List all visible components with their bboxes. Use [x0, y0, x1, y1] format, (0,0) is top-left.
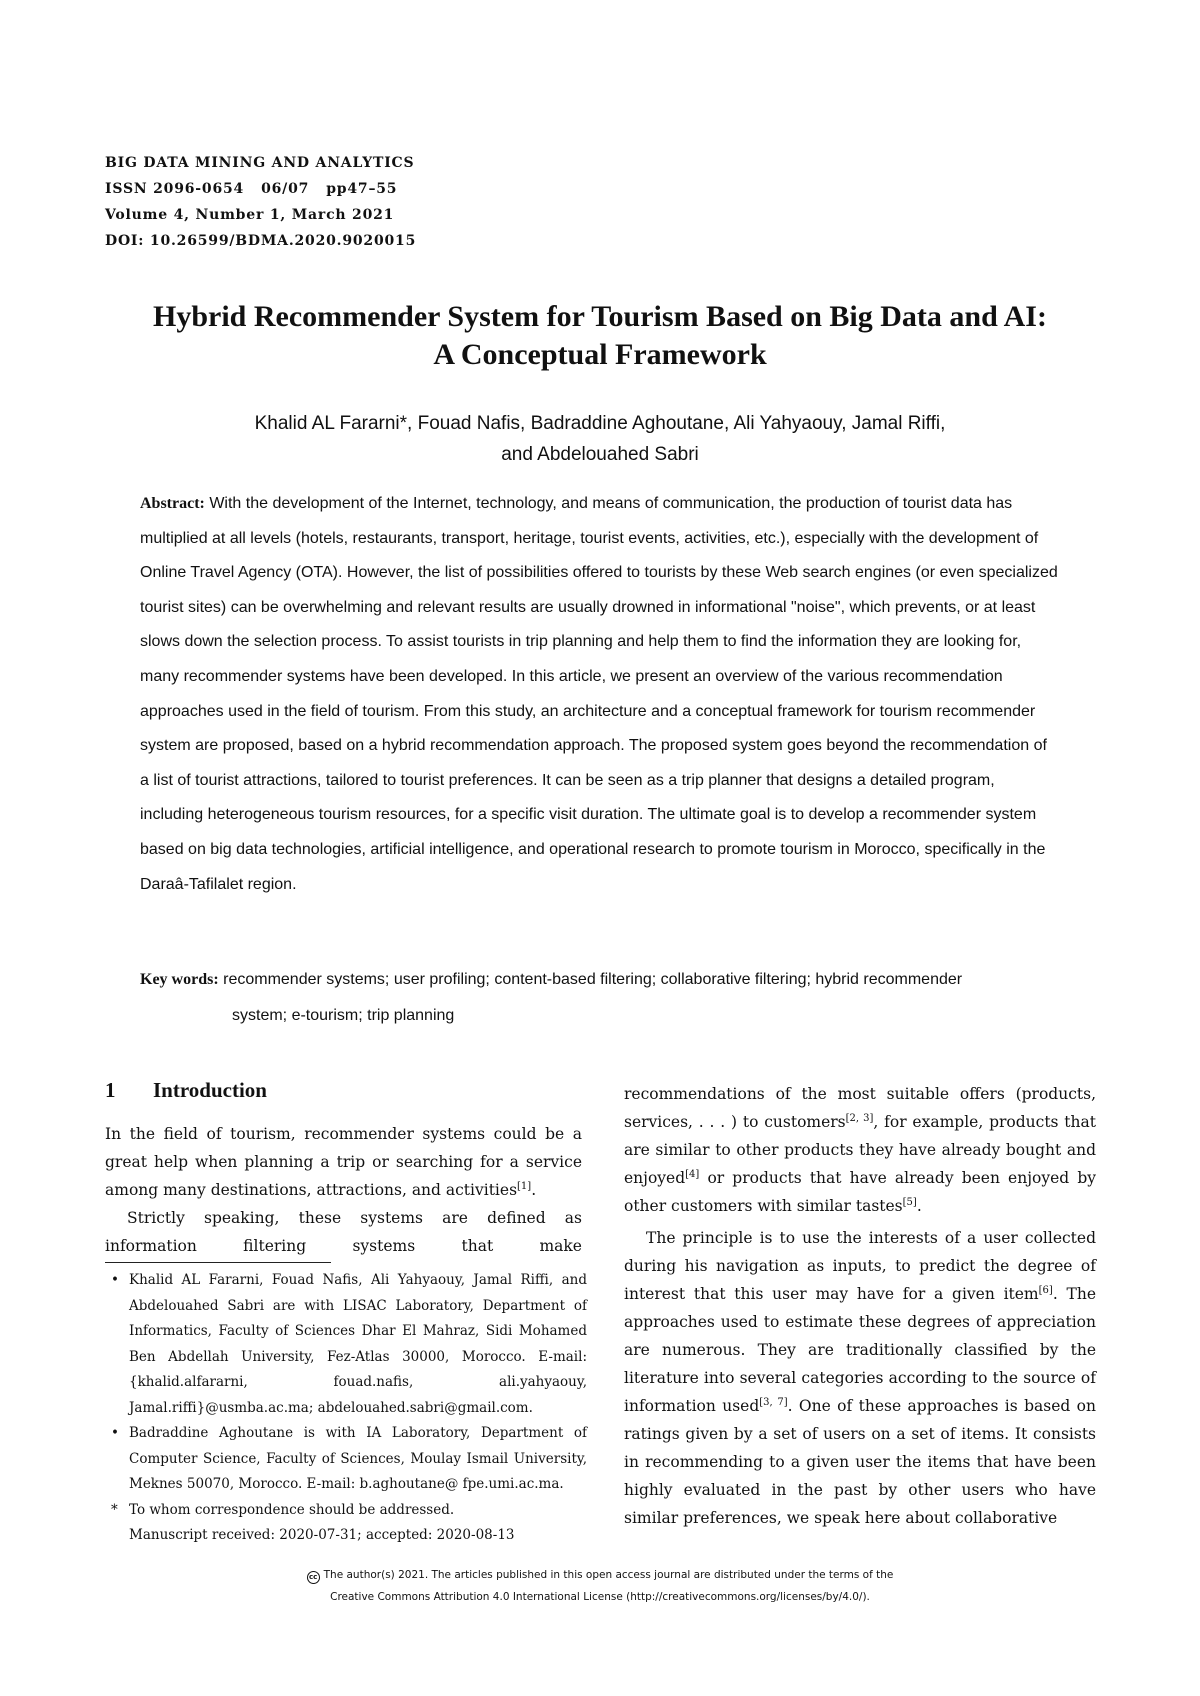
paragraph-text: or products that have already been enjoyed by other customers with similar tastes: [624, 1169, 1096, 1215]
bullet-icon: •: [111, 1272, 119, 1288]
footnote-correspondence: [105, 1498, 587, 1524]
footnotes: [105, 1268, 587, 1549]
footnote-rule: [105, 1262, 331, 1263]
keywords-label: Key words:: [140, 971, 219, 988]
asterisk-icon: *: [111, 1501, 118, 1518]
bullet-icon: •: [111, 1425, 119, 1441]
paragraph-text: , for example, products that are similar to other products they have already bought and enjoyed: [624, 1113, 1096, 1187]
paper-title: [80, 298, 1120, 374]
section-number: 1: [105, 1078, 116, 1102]
license-line-2: Creative Commons Attribution 4.0 International License (http://creativecommons.org/licenses/by/4.0/).: [330, 1591, 870, 1603]
paragraph-text: recommendations of the most suitable offers (products, services, . . . ) to customers: [624, 1085, 1096, 1131]
paragraph: [624, 1224, 1096, 1532]
paragraph-text: .: [916, 1197, 922, 1215]
title-line-1: Hybrid Recommender System for Tourism Based on Big Data and AI:: [153, 300, 1047, 333]
left-column: [105, 1120, 582, 1260]
footnote-text: Badraddine Aghoutane is with IA Laboratory, Department of Computer Science, Faculty of Sciences, Moulay Ismail University, Meknes 50070, Morocco. E-mail: b.aghoutane@ fpe.umi.ac.ma.: [129, 1425, 587, 1492]
section-heading: [105, 1078, 267, 1103]
authors-line-2: and Abdelouahed Sabri: [501, 444, 699, 465]
keywords-line-2: system; e-tourism; trip planning: [232, 1007, 455, 1024]
citation: [4]: [685, 1169, 700, 1180]
manuscript-dates: Manuscript received: 2020-07-31; accepted: 2020-08-13: [129, 1527, 515, 1543]
footnote-affiliation-1: [105, 1268, 587, 1421]
citation: [6]: [1038, 1285, 1053, 1296]
title-line-2: A Conceptual Framework: [433, 338, 767, 371]
license-notice: [200, 1564, 1000, 1608]
journal-issn: ISSN 2096-0654 06/07 pp47–55: [105, 181, 398, 197]
journal-volume: Volume 4, Number 1, March 2021: [105, 207, 395, 223]
paragraph: [105, 1204, 582, 1260]
license-line-1: The author(s) 2021. The articles published in this open access journal are distributed under the terms of the: [323, 1569, 894, 1581]
abstract: [140, 487, 1060, 902]
paragraph: [105, 1120, 582, 1204]
copyright-icon: cc: [307, 1571, 320, 1584]
citation: [5]: [902, 1197, 917, 1208]
journal-doi: DOI: 10.26599/BDMA.2020.9020015: [105, 233, 417, 249]
footnote-text: Khalid AL Fararni, Fouad Nafis, Ali Yahyaouy, Jamal Riffi, and Abdelouahed Sabri are with LISAC Laboratory, Department of Informatics, Faculty of Sciences Dhar El Mahraz, Sidi Mohamed Ben Abdellah University, Fez-Atlas 30000, Morocco. E-mail: {khalid.alfararni, fouad.nafis, ali.yahyaouy, Jamal.riffi}@usmba.ac.ma; abdelouahed.sabri@gmail.com.: [129, 1272, 587, 1416]
paragraph-text: Strictly speaking, these systems are defined as information filtering systems that make: [105, 1209, 582, 1255]
footnote-affiliation-2: [105, 1421, 587, 1498]
right-column: [624, 1080, 1096, 1532]
paragraph-text: In the field of tourism, recommender systems could be a great help when planning a trip or searching for a service among many destinations, attractions, and activities: [105, 1125, 582, 1199]
journal-header: [105, 150, 525, 254]
paragraph: [624, 1080, 1096, 1220]
abstract-label: Abstract:: [140, 495, 205, 512]
journal-name: BIG DATA MINING AND ANALYTICS: [105, 155, 415, 171]
paragraph-text: .: [531, 1181, 537, 1199]
paragraph-text: . One of these approaches is based on ratings given by a set of users on a set of items. It consists in recommending to a given user the items that have been highly evaluated in the past by other users who have similar preferences, we speak here about collaborative: [624, 1397, 1096, 1527]
citation: [1]: [517, 1181, 532, 1192]
section-title: Introduction: [153, 1078, 267, 1102]
paragraph-text: The principle is to use the interests of a user collected during his navigation as inputs, to predict the degree of interest that this user may have for a given item: [624, 1229, 1096, 1303]
keywords-line-1: recommender systems; user profiling; content-based filtering; collaborative filtering; hybrid recommender: [223, 971, 963, 988]
paragraph-text: . The approaches used to estimate these degrees of appreciation are numerous. They are traditionally classified by the literature into several categories according to the source of information used: [624, 1285, 1096, 1415]
citation: [3, 7]: [759, 1397, 788, 1408]
citation: [2, 3]: [845, 1113, 874, 1124]
footnote-text: To whom correspondence should be addressed.: [129, 1501, 455, 1518]
abstract-text: With the development of the Internet, technology, and means of communication, the production of tourist data has multiplied at all levels (hotels, restaurants, transport, heritage, tourist events, activities, etc.), especially with the development of Online Travel Agency (OTA). However, the list of possibilities offered to tourists by these Web search engines (or even specialized tourist sites) can be overwhelming and relevant results are usually drowned in informational "noise", which prevents, or at least slows down the selection process. To assist tourists in trip planning and help them to find the information they are looking for, many recommender systems have been developed. In this article, we present an overview of the various recommendation approaches used in the field of tourism. From this study, an architecture and a conceptual framework for tourism recommender system are proposed, based on a hybrid recommendation approach. The proposed system goes beyond the recommendation of a list of tourist attractions, tailored to tourist preferences. It can be seen as a trip planner that designs a detailed program, including heterogeneous tourism resources, for a specific visit duration. The ultimate goal is to develop a recommender system based on big data technologies, artificial intelligence, and operational research to promote tourism in Morocco, specifically in the Daraâ-Tafilalet region.: [140, 495, 1058, 893]
keywords: [140, 962, 1060, 1034]
author-list: [120, 408, 1080, 470]
authors-line-1: Khalid AL Fararni*, Fouad Nafis, Badraddine Aghoutane, Ali Yahyaouy, Jamal Riffi,: [254, 413, 946, 434]
